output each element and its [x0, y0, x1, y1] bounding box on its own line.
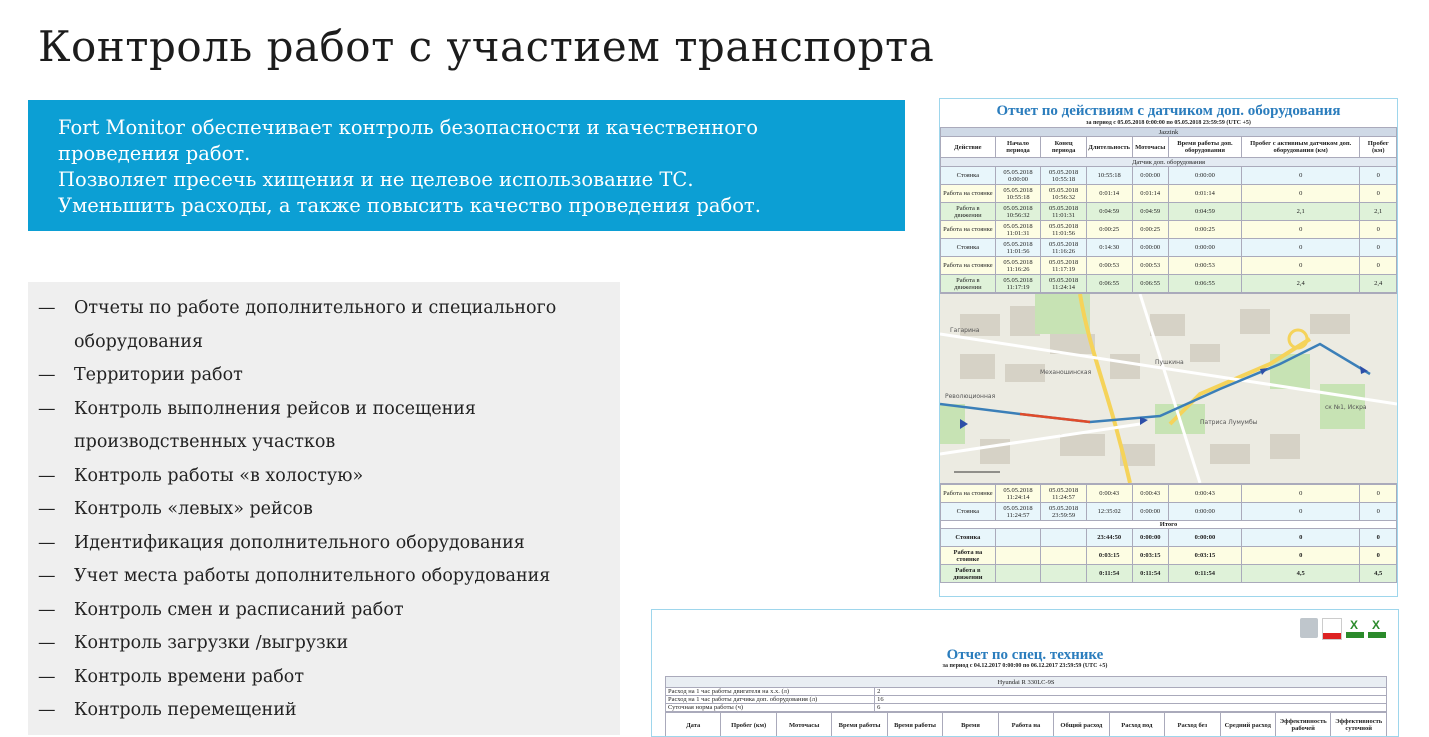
report1-row [941, 547, 1397, 565]
intro-box [28, 100, 905, 231]
report1-cell: 0 [1360, 167, 1397, 185]
report1-cell: 12:35:02 [1086, 503, 1132, 521]
report1-cell: 0:01:14 [1168, 185, 1241, 203]
report2-title: Отчет по спец. технике [652, 647, 1398, 664]
report1-cell: 05.05.2018 11:24:14 [995, 485, 1041, 503]
report1-cell [1041, 529, 1087, 547]
report1-header-cell: Моточасы [1132, 137, 1168, 158]
report2-header-table [665, 712, 1387, 737]
feature-text: Контроль загрузки /выгрузки [74, 627, 620, 661]
feature-item [38, 359, 620, 393]
report1-cell: Работа в движении [941, 565, 996, 583]
map-label: Пушкина [1155, 359, 1184, 366]
report2-header-cell: Работа на [998, 713, 1053, 737]
report1-cell: 0:01:14 [1132, 185, 1168, 203]
report1-cell [995, 529, 1041, 547]
param-label: Расход на 1 час работы двигателя на х.х. (л) [666, 688, 875, 696]
report1-row [941, 185, 1397, 203]
feature-text: Контроль смен и расписаний работ [74, 594, 620, 628]
report1-cell: 0 [1360, 547, 1397, 565]
map-label: ск №1, Искра [1325, 404, 1367, 411]
report1-header-cell: Конец периода [1041, 137, 1087, 158]
feature-item [38, 393, 620, 460]
report1-cell: 0:00:00 [1132, 529, 1168, 547]
report1-vehicle: Jazzink [941, 128, 1397, 137]
report1-title: Отчет по действиям с датчиком доп. оборудования [940, 103, 1397, 119]
report1-cell: 0:00:00 [1132, 503, 1168, 521]
report2-header-cell: Пробег (км) [721, 713, 776, 737]
feature-item [38, 527, 620, 561]
report1-cell: 0:00:00 [1132, 167, 1168, 185]
report1-cell: 0:04:59 [1132, 203, 1168, 221]
report1-cell: 0:03:15 [1168, 547, 1241, 565]
report1-cell: 0 [1241, 185, 1360, 203]
param-label: Расход на 1 час работы датчика доп. оборудования (л) [666, 696, 875, 704]
dash-bullet: — [38, 460, 56, 494]
report1-cell [995, 565, 1041, 583]
feature-item [38, 627, 620, 661]
report1-cell: Стоянка [941, 167, 996, 185]
report1-cell: 05.05.2018 10:55:18 [995, 185, 1041, 203]
report1-cell: 05.05.2018 11:17:19 [995, 275, 1041, 293]
feature-text-cont: производственных участков [74, 426, 620, 460]
report1-cell: 0:00:00 [1168, 239, 1241, 257]
feature-text: Контроль выполнения рейсов и посещения [74, 393, 620, 427]
report2-header-cell: Дата [666, 713, 721, 737]
intro-line: Fort Monitor обеспечивает контроль безопасности и качественного [58, 115, 875, 141]
report2-param-row [666, 688, 1387, 696]
report1-cell: 0:06:55 [1086, 275, 1132, 293]
feature-item [38, 694, 620, 728]
map-label: Механошинская [1040, 369, 1092, 376]
report1-cell: Работа в движении [941, 275, 996, 293]
feature-list-panel [28, 282, 620, 735]
feature-item [38, 292, 620, 359]
report1-cell: 0 [1360, 185, 1397, 203]
report1-cell: 10:55:18 [1086, 167, 1132, 185]
report2-vehicle: Hyundai R 330LC-9S [666, 677, 1387, 688]
route-map[interactable] [940, 293, 1397, 484]
map-label: Революционная [945, 393, 996, 400]
report1-cell: 0 [1241, 239, 1360, 257]
report1-cell: 0 [1241, 257, 1360, 275]
report1-cell: 0:11:54 [1132, 565, 1168, 583]
report1-group: Датчик доп. оборудования [941, 158, 1397, 167]
report2-header-cell: Время [943, 713, 998, 737]
report1-cell: 0 [1360, 529, 1397, 547]
report1-subtitle: за период с 05.05.2018 0:00:00 по 05.05.2018 23:59:59 (UTC +5) [940, 119, 1397, 127]
report1-cell: 0:03:15 [1086, 547, 1132, 565]
report1-cell [1041, 547, 1087, 565]
report1-row [941, 221, 1397, 239]
report2-param-row [666, 704, 1387, 712]
report1-cell: Стоянка [941, 529, 996, 547]
report1-table-bottom [940, 484, 1397, 583]
report1-row [941, 565, 1397, 583]
report1-cell: 0:11:54 [1086, 565, 1132, 583]
report1-row [941, 167, 1397, 185]
report1-cell: 0:00:00 [1168, 503, 1241, 521]
report1-cell: 0 [1360, 257, 1397, 275]
report1-cell: 05.05.2018 0:00:00 [995, 167, 1041, 185]
report1-cell: 0:00:00 [1132, 239, 1168, 257]
report1-cell: 05.05.2018 10:56:32 [995, 203, 1041, 221]
report1-cell: Работа на стоянке [941, 185, 996, 203]
report1-cell: 0:01:14 [1086, 185, 1132, 203]
report1-cell: 0 [1241, 529, 1360, 547]
report1-cell: Стоянка [941, 503, 996, 521]
report1-cell: 23:44:50 [1086, 529, 1132, 547]
report1-cell: 0:04:59 [1168, 203, 1241, 221]
report1-cell: 0 [1360, 485, 1397, 503]
report1-row [941, 275, 1397, 293]
report2-header-cell: Время работы [887, 713, 942, 737]
dash-bullet: — [38, 627, 56, 661]
report1-header-cell: Время работы доп. оборудования [1168, 137, 1241, 158]
report2-header-cell: Общий расход [1054, 713, 1109, 737]
report1-cell: 0:00:43 [1132, 485, 1168, 503]
report2-params-table [665, 676, 1387, 712]
report1-cell: 05.05.2018 11:01:31 [995, 221, 1041, 239]
dash-bullet: — [38, 594, 56, 628]
param-value: 6 [875, 704, 1387, 712]
report1-cell: 0 [1241, 485, 1360, 503]
report1-cell: 0:00:43 [1086, 485, 1132, 503]
report1-cell: 0:00:00 [1168, 167, 1241, 185]
feature-text: Контроль перемещений [74, 694, 620, 728]
report1-cell: 05.05.2018 11:24:14 [1041, 275, 1087, 293]
dash-bullet: — [38, 393, 56, 427]
excel-export-icon[interactable]: X [1368, 618, 1386, 638]
feature-text: Контроль «левых» рейсов [74, 493, 620, 527]
report1-cell: 05.05.2018 11:01:56 [995, 239, 1041, 257]
report1-cell: Работа в движении [941, 203, 996, 221]
report1-totals-label: Итого [941, 521, 1397, 529]
param-value: 16 [875, 696, 1387, 704]
page-title: Контроль работ с участием транспорта [38, 22, 934, 71]
report1-cell: 05.05.2018 11:17:19 [1041, 257, 1087, 275]
report1-cell: 0:11:54 [1168, 565, 1241, 583]
report1-cell: 0 [1241, 221, 1360, 239]
report2-header-cell: Расход без [1165, 713, 1220, 737]
report1-cell [995, 547, 1041, 565]
report1-header-cell: Пробег (км) [1360, 137, 1397, 158]
report1-cell: 05.05.2018 10:56:32 [1041, 185, 1087, 203]
report1-cell: 0:14:30 [1086, 239, 1132, 257]
report1-cell: 05.05.2018 11:01:31 [1041, 203, 1087, 221]
report1-cell: 4,5 [1241, 565, 1360, 583]
intro-line: Уменьшить расходы, а также повысить качество проведения работ. [58, 193, 875, 219]
feature-text: Идентификация дополнительного оборудования [74, 527, 620, 561]
report1-row [941, 529, 1397, 547]
report1-cell: 0 [1241, 167, 1360, 185]
dash-bullet: — [38, 661, 56, 695]
report1-cell: Стоянка [941, 239, 996, 257]
report1-cell: 0:00:43 [1168, 485, 1241, 503]
dash-bullet: — [38, 493, 56, 527]
map-label: Патриса Лумумбы [1200, 419, 1258, 426]
dash-bullet: — [38, 359, 56, 393]
report1-cell: 4,5 [1360, 565, 1397, 583]
dash-bullet: — [38, 527, 56, 561]
report1-cell: Работа на стоянке [941, 257, 996, 275]
report2-header-cell: Время работы [832, 713, 887, 737]
report1-cell: 05.05.2018 23:59:59 [1041, 503, 1087, 521]
report1-cell: 0:00:53 [1132, 257, 1168, 275]
report1-cell: 05.05.2018 11:16:26 [1041, 239, 1087, 257]
param-value: 2 [875, 688, 1387, 696]
report2-param-row [666, 696, 1387, 704]
report1-header-cell: Действие [941, 137, 996, 158]
feature-item [38, 493, 620, 527]
dash-bullet: — [38, 292, 56, 326]
feature-item [38, 661, 620, 695]
report1-cell: 0:00:00 [1168, 529, 1241, 547]
report1-cell: 0:00:25 [1168, 221, 1241, 239]
report1-table [940, 127, 1397, 293]
feature-text-cont: оборудования [74, 326, 620, 360]
report1-cell: 0:00:53 [1086, 257, 1132, 275]
excel-icon[interactable]: X [1346, 618, 1364, 638]
report1-cell: 0:06:55 [1132, 275, 1168, 293]
report1-row [941, 203, 1397, 221]
feature-text: Контроль времени работ [74, 661, 620, 695]
report2-header-cell: Эффективность рабочей [1275, 713, 1330, 737]
feature-item [38, 560, 620, 594]
report1-cell [1041, 565, 1087, 583]
feature-text: Территории работ [74, 359, 620, 393]
special-equipment-report-screenshot [651, 609, 1399, 737]
report1-cell: 0 [1241, 503, 1360, 521]
report1-cell: 05.05.2018 11:24:57 [1041, 485, 1087, 503]
report1-cell: Работа на стоянке [941, 485, 996, 503]
intro-line: Позволяет пресечь хищения и не целевое использование ТС. [58, 167, 875, 193]
report1-cell: 2,4 [1360, 275, 1397, 293]
report1-cell: 05.05.2018 10:55:18 [1041, 167, 1087, 185]
report2-header-cell: Моточасы [776, 713, 831, 737]
intro-line: проведения работ. [58, 141, 875, 167]
report1-cell: 05.05.2018 11:16:26 [995, 257, 1041, 275]
report1-cell: 0:03:15 [1132, 547, 1168, 565]
export-toolbar [1300, 618, 1386, 640]
feature-text: Учет места работы дополнительного оборудования [74, 560, 620, 594]
param-label: Суточная норма работы (ч) [666, 704, 875, 712]
map-label: Гагарина [950, 327, 980, 334]
report1-cell: 0 [1360, 239, 1397, 257]
report1-cell: 0 [1241, 547, 1360, 565]
dash-bullet: — [38, 560, 56, 594]
report1-header-cell: Пробег с активным датчиком доп. оборудования (км) [1241, 137, 1360, 158]
feature-text: Отчеты по работе дополнительного и специального [74, 292, 620, 326]
report1-cell: 2,4 [1241, 275, 1360, 293]
feature-list [28, 282, 620, 728]
report1-row [941, 485, 1397, 503]
report2-header-cell: Эффективность суточной [1331, 713, 1387, 737]
pdf-icon[interactable] [1322, 618, 1342, 640]
report1-cell: 0 [1360, 503, 1397, 521]
report1-cell: 0:00:25 [1132, 221, 1168, 239]
report2-header-cell: Расход под [1109, 713, 1164, 737]
report1-cell: 05.05.2018 11:24:57 [995, 503, 1041, 521]
report1-cell: Работа на стоянке [941, 221, 996, 239]
report1-cell: 0 [1360, 221, 1397, 239]
report1-cell: 2,1 [1360, 203, 1397, 221]
report1-row [941, 257, 1397, 275]
report1-header-cell: Начало периода [995, 137, 1041, 158]
report2-header-cell: Средний расход [1220, 713, 1275, 737]
report1-cell: 0:04:59 [1086, 203, 1132, 221]
report1-cell: 0:00:25 [1086, 221, 1132, 239]
report1-cell: 05.05.2018 11:01:56 [1041, 221, 1087, 239]
report1-row [941, 239, 1397, 257]
feature-item [38, 594, 620, 628]
report1-row [941, 503, 1397, 521]
feature-text: Контроль работы «в холостую» [74, 460, 620, 494]
report2-subtitle: за период с 04.12.2017 0:00:00 по 06.12.2017 23:59:59 (UTC +5) [652, 663, 1398, 669]
report1-cell: Работа на стоянке [941, 547, 996, 565]
print-icon[interactable] [1300, 618, 1318, 638]
report1-header-cell: Длительность [1086, 137, 1132, 158]
dash-bullet: — [38, 694, 56, 728]
feature-item [38, 460, 620, 494]
report1-cell: 2,1 [1241, 203, 1360, 221]
report1-cell: 0:00:53 [1168, 257, 1241, 275]
sensor-report-screenshot [939, 98, 1398, 597]
report1-cell: 0:06:55 [1168, 275, 1241, 293]
